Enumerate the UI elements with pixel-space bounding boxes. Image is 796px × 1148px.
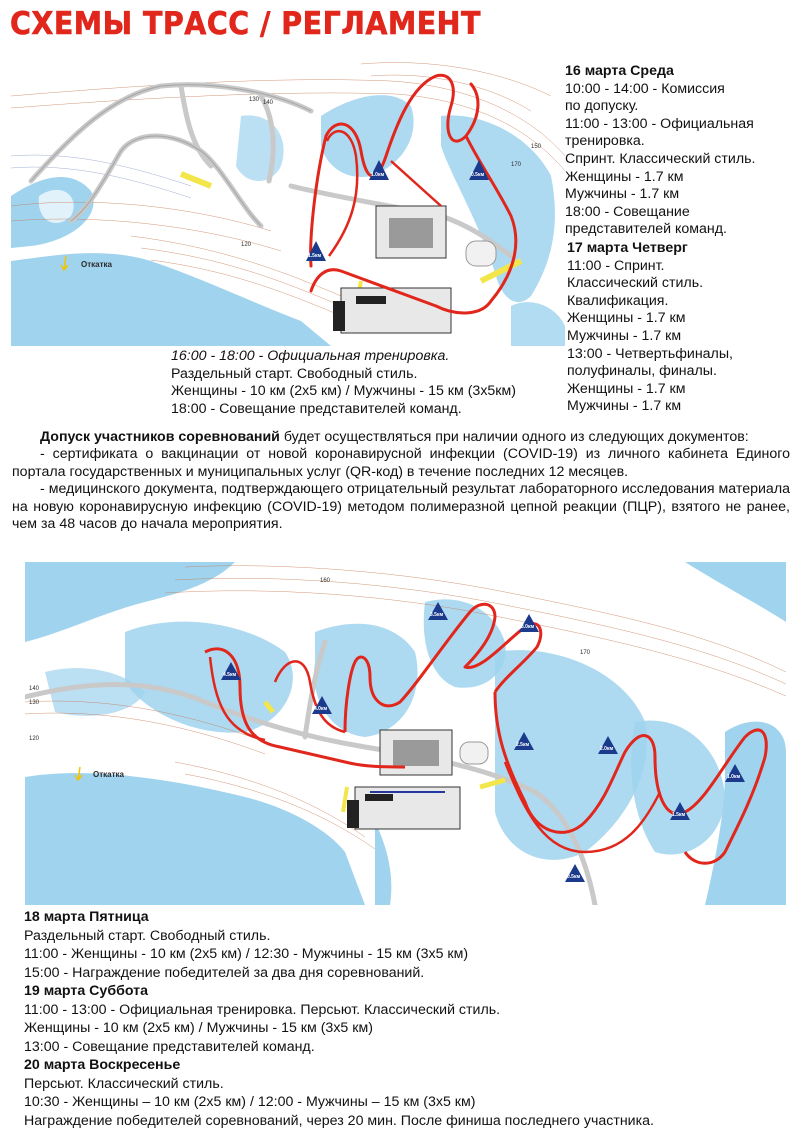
schedule-line: 11:00 - 13:00 - Официальная тренировка. Персьют. Классический стиль. — [24, 1001, 501, 1018]
day-title: 18 марта Пятница — [24, 909, 149, 925]
contour-label: 140 — [29, 686, 40, 692]
schedule-line: Квалификация. — [567, 292, 669, 309]
schedule-line: Женщины - 10 км (2х5 км) / Мужчины - 15 км (3х5 км) — [24, 1020, 373, 1036]
schedule-line: представителей команд. — [565, 221, 727, 238]
contour-label: 120 — [241, 242, 252, 248]
admission-item: - медицинского документа, подтверждающего отрицательный результат лабораторного исследования материала на новую коронавирусную инфекцию (COVID-19) методом полимеразной цепной реакции (ПЦР), взятого не ранее, чем за 48 часов до начала мероприятия. — [12, 481, 790, 533]
schedule-line: 13:00 - Четвертьфиналы, — [567, 345, 733, 362]
svg-text:1.5км: 1.5км — [672, 812, 686, 818]
sprint-track-map-svg — [11, 56, 565, 346]
distance-track-map — [25, 562, 786, 905]
page-title: СХЕМЫ ТРАСС / РЕГЛАМЕНТ — [10, 6, 481, 42]
contour-label: 120 — [29, 736, 40, 742]
contour-label: 170 — [511, 162, 522, 168]
day-title: 16 марта Среда — [565, 63, 674, 79]
admission-item: - сертификата о вакцинации от новой коронавирусной инфекции (COVID-19) из личного кабинета Единого портала государственных и муниципальных услуг (QR-код) в течение последних 12 месяцев. — [12, 446, 790, 480]
schedule-line: Мужчины - 1.7 км — [567, 398, 682, 415]
otkatka-label: Откатка — [93, 770, 124, 779]
otkatka-label: Откатка — [81, 260, 112, 269]
training-line: Раздельный старт. Свободный стиль. — [171, 365, 418, 382]
svg-text:0.5км: 0.5км — [567, 874, 581, 880]
contour-label: 170 — [580, 650, 591, 656]
admission-notice — [12, 429, 790, 533]
contour-label: 130 — [29, 700, 40, 706]
schedule-line: 11:00 - Спринт. — [567, 257, 665, 274]
contour-label: 160 — [320, 578, 331, 584]
svg-text:1.0км: 1.0км — [727, 774, 741, 780]
schedule-line: Персьют. Классический стиль. — [24, 1075, 224, 1092]
schedule-line: Спринт. Классический стиль. — [565, 150, 756, 167]
distance-track-map-svg — [25, 562, 786, 905]
contour-label: 140 — [263, 100, 274, 106]
svg-text:0.5км: 0.5км — [471, 172, 485, 178]
schedule-line: 13:00 - Совещание представителей команд. — [24, 1038, 315, 1055]
schedule-line: 18:00 - Совещание — [565, 203, 690, 220]
schedule-fri-sun — [24, 908, 654, 1130]
schedule-line: Раздельный старт. Свободный стиль. — [24, 927, 271, 944]
day-title: 20 марта Воскресенье — [24, 1057, 181, 1073]
day-title: 19 марта Суббота — [24, 983, 148, 999]
svg-text:3.5км: 3.5км — [430, 612, 444, 618]
training-line: 16:00 - 18:00 - Официальная тренировка. — [171, 348, 450, 364]
svg-text:1.0км: 1.0км — [371, 172, 385, 178]
schedule-line: Награждение победителей соревнований, через 20 мин. После финиша последнего участника. — [24, 1112, 654, 1129]
schedule-wed — [565, 63, 755, 239]
schedule-thu — [567, 240, 733, 416]
schedule-line: Мужчины - 1.7 км — [567, 327, 682, 344]
schedule-line: Женщины - 1.7 км — [567, 310, 686, 327]
training-line: Женщины - 10 км (2х5 км) / Мужчины - 15 км (3х5км) — [171, 383, 516, 400]
day-title: 17 марта Четверг — [567, 240, 688, 256]
schedule-line: Женщины - 1.7 км — [567, 380, 686, 397]
svg-text:4.5км: 4.5км — [223, 672, 237, 678]
schedule-line: 10:30 - Женщины – 10 км (2х5 км) / 12:00 - Мужчины – 15 км (3х5 км) — [24, 1094, 476, 1110]
schedule-line: 15:00 - Награждение победителей за два дня соревнований. — [24, 964, 425, 981]
schedule-line: Женщины - 1.7 км — [565, 168, 684, 185]
training-line: 18:00 - Совещание представителей команд. — [171, 400, 462, 417]
svg-text:2.5км: 2.5км — [516, 742, 530, 748]
schedule-line: Мужчины - 1.7 км — [565, 186, 680, 203]
admission-lead: Допуск участников соревнований — [40, 429, 280, 445]
schedule-line: 11:00 - 13:00 - Официальная — [565, 115, 754, 132]
schedule-line: полуфиналы, финалы. — [567, 363, 717, 380]
svg-text:3.0км: 3.0км — [521, 624, 535, 630]
schedule-line: 10:00 - 14:00 - Комиссия — [565, 80, 725, 97]
svg-text:2.0км: 2.0км — [600, 746, 614, 752]
admission-lead-rest: будет осуществляться при наличии одного из следующих документов: — [279, 429, 749, 445]
training-block — [171, 348, 516, 418]
schedule-line: 11:00 - Женщины - 10 км (2х5 км) / 12:30 - Мужчины - 15 км (3х5 км) — [24, 946, 469, 962]
schedule-line: Классический стиль. — [567, 275, 704, 292]
contour-label: 150 — [531, 144, 542, 150]
schedule-line: по допуску. — [565, 98, 639, 115]
svg-text:1.5км: 1.5км — [308, 253, 322, 259]
contour-label: 130 — [249, 97, 260, 103]
sprint-track-map — [11, 56, 565, 346]
svg-text:4.0км: 4.0км — [314, 706, 328, 712]
schedule-line: тренировка. — [565, 133, 645, 150]
